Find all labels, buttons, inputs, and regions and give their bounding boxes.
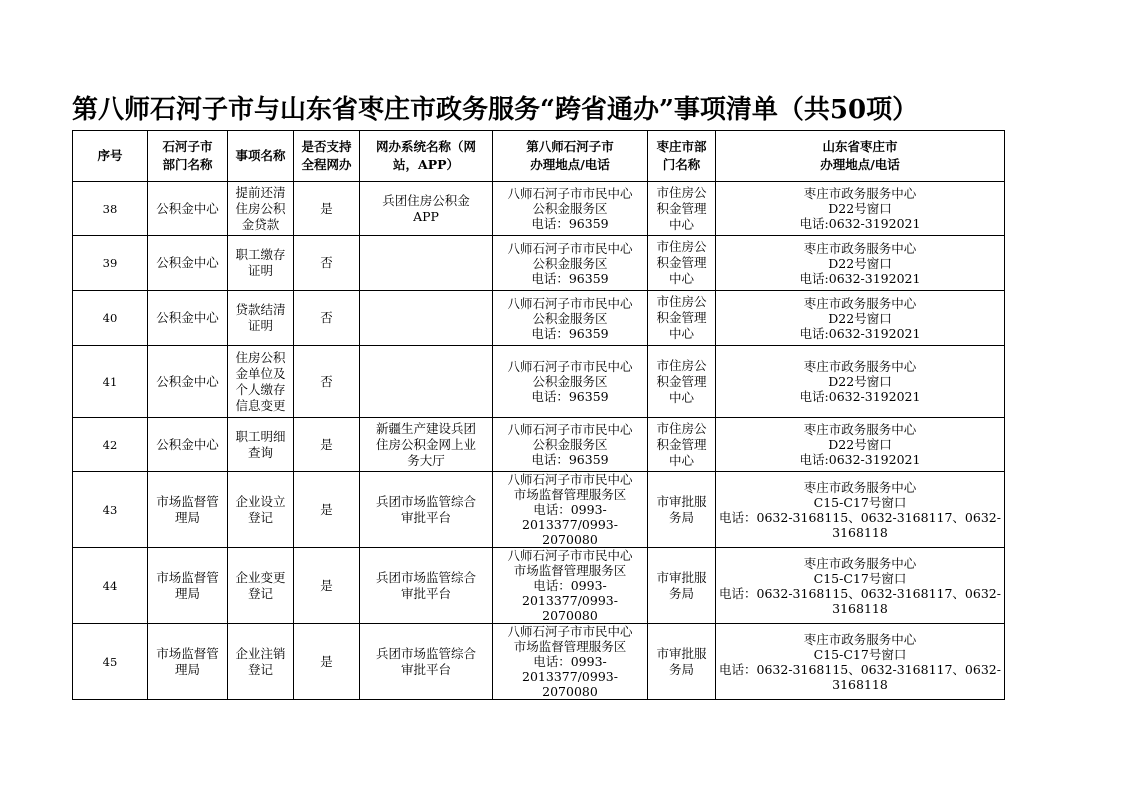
cell-online: 是 (294, 624, 360, 700)
cell-sz-address: 八师石河子市市民中心 市场监督管理服务区 电话：0993- 2013377/0993-2070080 (493, 548, 648, 624)
cell-zz-address: 枣庄市政务服务中心 D22号窗口 电话:0632-3192021 (716, 236, 1005, 291)
cell-zz-dept: 市审批服 务局 (648, 624, 716, 700)
header-cell-system: 网办系统名称（网 站，APP） (360, 131, 493, 182)
cell-zz-address: 枣庄市政务服务中心 C15-C17号窗口 电话：0632-3168115、0632-3168117、0632- 3168118 (716, 624, 1005, 700)
cell-zz-address: 枣庄市政务服务中心 D22号窗口 电话:0632-3192021 (716, 346, 1005, 418)
cell-zz-dept: 市住房公 积金管理 中心 (648, 346, 716, 418)
cell-online: 是 (294, 472, 360, 548)
table-header-row (73, 131, 1005, 182)
cell-dept: 公积金中心 (148, 182, 228, 236)
table-row (73, 182, 1005, 236)
table-row (73, 472, 1005, 548)
cell-zz-dept: 市住房公 积金管理 中心 (648, 291, 716, 346)
header-cell-online: 是否支持 全程网办 (294, 131, 360, 182)
cell-system (360, 236, 493, 291)
cell-online: 否 (294, 346, 360, 418)
cell-system (360, 346, 493, 418)
cell-item: 职工缴存 证明 (228, 236, 294, 291)
table-row (73, 236, 1005, 291)
cell-dept: 市场监督管 理局 (148, 472, 228, 548)
cell-item: 提前还清 住房公积 金贷款 (228, 182, 294, 236)
cell-system: 兵团市场监管综合 审批平台 (360, 472, 493, 548)
cell-dept: 公积金中心 (148, 236, 228, 291)
cell-zz-dept: 市审批服 务局 (648, 548, 716, 624)
cell-sz-address: 八师石河子市市民中心 公积金服务区 电话：96359 (493, 236, 648, 291)
cell-zz-dept: 市住房公 积金管理 中心 (648, 182, 716, 236)
table-row (73, 291, 1005, 346)
cell-seq: 42 (73, 418, 148, 472)
cell-zz-address: 枣庄市政务服务中心 D22号窗口 电话:0632-3192021 (716, 182, 1005, 236)
cell-item: 企业注销 登记 (228, 624, 294, 700)
cell-system (360, 291, 493, 346)
cell-sz-address: 八师石河子市市民中心 公积金服务区 电话：96359 (493, 346, 648, 418)
header-cell-sz-address: 第八师石河子市 办理地点/电话 (493, 131, 648, 182)
cell-online: 否 (294, 291, 360, 346)
cell-seq: 43 (73, 472, 148, 548)
header-cell-dept: 石河子市 部门名称 (148, 131, 228, 182)
header-cell-item: 事项名称 (228, 131, 294, 182)
cell-item: 企业变更 登记 (228, 548, 294, 624)
cell-dept: 市场监督管 理局 (148, 624, 228, 700)
cell-zz-dept: 市住房公 积金管理 中心 (648, 236, 716, 291)
document-title: 第八师石河子市与山东省枣庄市政务服务“跨省通办”事项清单（共50项） (72, 95, 919, 125)
cell-online: 是 (294, 418, 360, 472)
header-cell-seq: 序号 (73, 131, 148, 182)
cell-item: 职工明细 查询 (228, 418, 294, 472)
cell-dept: 市场监督管 理局 (148, 548, 228, 624)
table-row (73, 624, 1005, 700)
cell-online: 是 (294, 548, 360, 624)
cell-online: 否 (294, 236, 360, 291)
cell-seq: 41 (73, 346, 148, 418)
cell-zz-dept: 市审批服 务局 (648, 472, 716, 548)
cell-item: 住房公积 金单位及 个人缴存 信息变更 (228, 346, 294, 418)
cell-zz-address: 枣庄市政务服务中心 D22号窗口 电话:0632-3192021 (716, 418, 1005, 472)
cell-dept: 公积金中心 (148, 291, 228, 346)
cell-zz-address: 枣庄市政务服务中心 C15-C17号窗口 电话：0632-3168115、0632-3168117、0632- 3168118 (716, 548, 1005, 624)
cell-sz-address: 八师石河子市市民中心 市场监督管理服务区 电话：0993- 2013377/0993-2070080 (493, 472, 648, 548)
cell-system: 新疆生产建设兵团 住房公积金网上业 务大厅 (360, 418, 493, 472)
cell-sz-address: 八师石河子市市民中心 公积金服务区 电话：96359 (493, 291, 648, 346)
table-row (73, 418, 1005, 472)
cell-seq: 44 (73, 548, 148, 624)
cell-sz-address: 八师石河子市市民中心 市场监督管理服务区 电话：0993- 2013377/0993-2070080 (493, 624, 648, 700)
cell-online: 是 (294, 182, 360, 236)
cell-sz-address: 八师石河子市市民中心 公积金服务区 电话：96359 (493, 418, 648, 472)
cell-seq: 45 (73, 624, 148, 700)
header-cell-zz-dept: 枣庄市部 门名称 (648, 131, 716, 182)
cell-seq: 40 (73, 291, 148, 346)
matters-table (72, 130, 1005, 700)
cell-system: 兵团市场监管综合 审批平台 (360, 624, 493, 700)
cell-zz-dept: 市住房公 积金管理 中心 (648, 418, 716, 472)
header-cell-zz-address: 山东省枣庄市 办理地点/电话 (716, 131, 1005, 182)
cell-item: 企业设立 登记 (228, 472, 294, 548)
cell-sz-address: 八师石河子市市民中心 公积金服务区 电话：96359 (493, 182, 648, 236)
table-row (73, 346, 1005, 418)
cell-seq: 38 (73, 182, 148, 236)
cell-dept: 公积金中心 (148, 418, 228, 472)
table-row (73, 548, 1005, 624)
cell-system: 兵团市场监管综合 审批平台 (360, 548, 493, 624)
cell-zz-address: 枣庄市政务服务中心 C15-C17号窗口 电话：0632-3168115、0632-3168117、0632- 3168118 (716, 472, 1005, 548)
cell-zz-address: 枣庄市政务服务中心 D22号窗口 电话:0632-3192021 (716, 291, 1005, 346)
cell-dept: 公积金中心 (148, 346, 228, 418)
cell-seq: 39 (73, 236, 148, 291)
cell-system: 兵团住房公积金 APP (360, 182, 493, 236)
cell-item: 贷款结清 证明 (228, 291, 294, 346)
